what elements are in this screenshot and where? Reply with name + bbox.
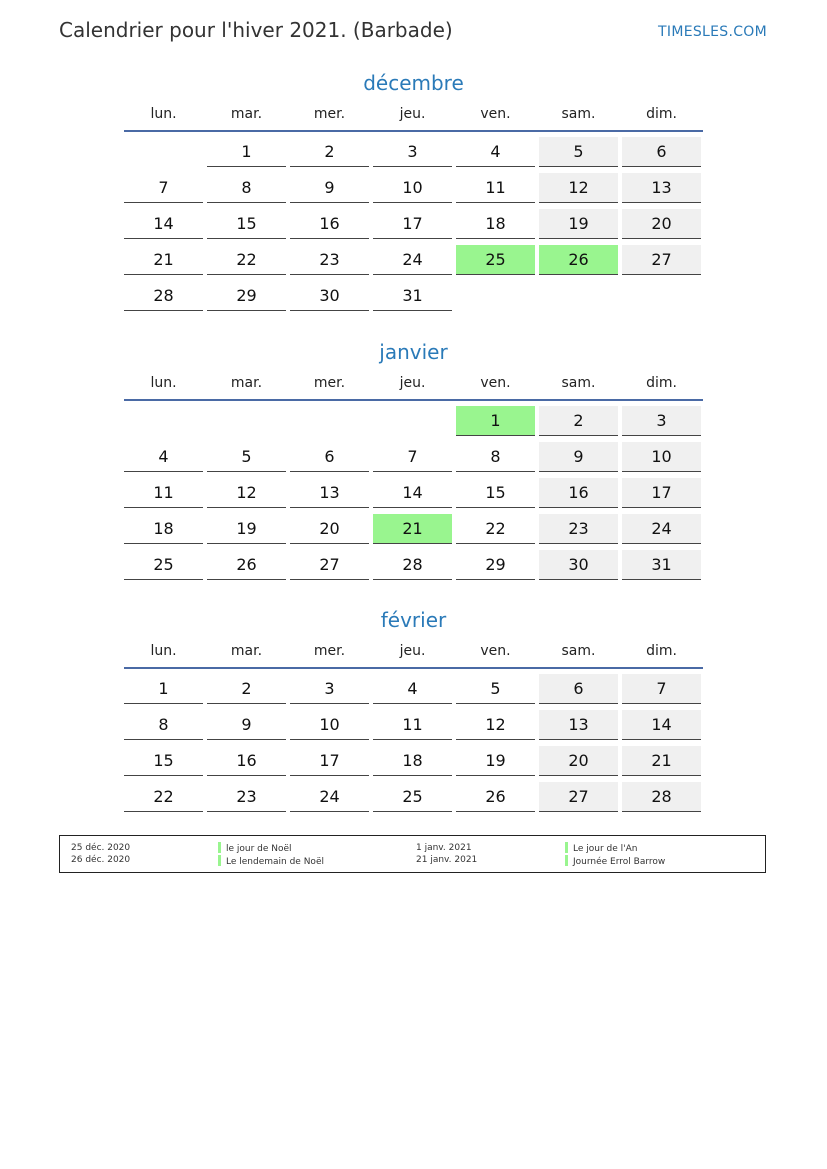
legend-holiday — [565, 855, 665, 868]
legend-holiday — [218, 855, 324, 868]
legend-names-col-1 — [218, 842, 324, 868]
week-row — [124, 137, 703, 168]
empty-cell — [373, 406, 452, 436]
day-cell: 2 — [290, 137, 369, 167]
legend-dates-col-2 — [416, 842, 477, 866]
weekday-label: mer. — [313, 643, 346, 659]
holiday-color-swatch — [565, 842, 568, 853]
day-cell: 15 — [207, 209, 286, 239]
week-row — [124, 782, 703, 813]
week-row — [124, 209, 703, 240]
header-rule — [124, 667, 703, 669]
day-cell: 3 — [290, 674, 369, 704]
day-cell: 2 — [539, 406, 618, 436]
legend-date: 1 janv. 2021 — [416, 843, 472, 853]
empty-cell — [290, 406, 369, 436]
day-cell: 13 — [539, 710, 618, 740]
day-cell: 25 — [124, 550, 203, 580]
weekday-label: jeu. — [399, 375, 426, 391]
day-cell: 14 — [622, 710, 701, 740]
day-cell: 30 — [290, 281, 369, 311]
header-rule — [124, 130, 703, 132]
day-cell: 13 — [622, 173, 701, 203]
day-cell: 2 — [207, 674, 286, 704]
weekday-label: dim. — [646, 643, 677, 659]
weekday-header — [124, 641, 703, 667]
day-cell: 22 — [456, 514, 535, 544]
day-cell: 1 — [207, 137, 286, 167]
weekday-label: lun. — [150, 643, 177, 659]
day-cell: 9 — [207, 710, 286, 740]
day-cell: 16 — [290, 209, 369, 239]
day-cell: 19 — [539, 209, 618, 239]
day-cell: 1 — [456, 406, 535, 436]
day-cell: 1 — [124, 674, 203, 704]
day-cell: 27 — [539, 782, 618, 812]
weekday-label: ven. — [480, 375, 511, 391]
day-cell: 10 — [290, 710, 369, 740]
weekday-label: dim. — [646, 106, 677, 122]
empty-cell — [539, 281, 618, 311]
day-cell: 19 — [207, 514, 286, 544]
day-cell: 9 — [290, 173, 369, 203]
day-cell: 20 — [539, 746, 618, 776]
weekday-label: mer. — [313, 106, 346, 122]
legend-holiday-name: Journée Errol Barrow — [573, 857, 666, 867]
weekday-label: sam. — [561, 375, 596, 391]
weekday-label: mar. — [230, 375, 263, 391]
day-cell: 24 — [622, 514, 701, 544]
weekday-label: jeu. — [399, 643, 426, 659]
day-cell: 25 — [373, 782, 452, 812]
legend-date: 26 déc. 2020 — [71, 855, 131, 865]
day-cell: 4 — [124, 442, 203, 472]
weekday-header — [124, 373, 703, 399]
holiday-color-swatch — [218, 842, 221, 853]
day-cell: 22 — [124, 782, 203, 812]
day-cell: 23 — [290, 245, 369, 275]
week-row — [124, 550, 703, 581]
day-cell: 20 — [290, 514, 369, 544]
day-cell: 26 — [456, 782, 535, 812]
day-cell: 29 — [456, 550, 535, 580]
day-cell: 6 — [539, 674, 618, 704]
weekday-label: mer. — [313, 375, 346, 391]
day-cell: 27 — [622, 245, 701, 275]
empty-cell — [622, 281, 701, 311]
day-cell: 23 — [207, 782, 286, 812]
day-cell: 21 — [622, 746, 701, 776]
day-cell: 22 — [207, 245, 286, 275]
holiday-legend — [59, 835, 766, 873]
day-cell: 19 — [456, 746, 535, 776]
week-row — [124, 710, 703, 741]
month-block — [124, 68, 703, 317]
day-cell: 26 — [207, 550, 286, 580]
holiday-color-swatch — [218, 855, 221, 866]
header-rule — [124, 399, 703, 401]
day-cell: 8 — [207, 173, 286, 203]
legend-holiday-name: Le lendemain de Noël — [226, 857, 324, 867]
day-cell: 11 — [456, 173, 535, 203]
day-cell: 17 — [622, 478, 701, 508]
day-cell: 8 — [456, 442, 535, 472]
month-block — [124, 605, 703, 818]
week-row — [124, 406, 703, 437]
day-cell: 21 — [124, 245, 203, 275]
day-cell: 12 — [207, 478, 286, 508]
legend-holiday-name: Le jour de l'An — [573, 844, 638, 854]
day-cell: 16 — [539, 478, 618, 508]
day-cell: 7 — [622, 674, 701, 704]
month-block — [124, 337, 703, 586]
day-cell: 7 — [373, 442, 452, 472]
month-title: février — [380, 608, 447, 632]
week-row — [124, 245, 703, 276]
day-cell: 18 — [373, 746, 452, 776]
day-cell: 26 — [539, 245, 618, 275]
day-cell: 30 — [539, 550, 618, 580]
week-row — [124, 281, 703, 312]
day-cell: 3 — [622, 406, 701, 436]
legend-holiday — [218, 842, 324, 855]
day-cell: 7 — [124, 173, 203, 203]
day-cell: 5 — [539, 137, 618, 167]
day-cell: 11 — [124, 478, 203, 508]
day-cell: 31 — [622, 550, 701, 580]
weekday-label: ven. — [480, 643, 511, 659]
day-cell: 6 — [290, 442, 369, 472]
week-row — [124, 442, 703, 473]
day-cell: 9 — [539, 442, 618, 472]
day-cell: 14 — [124, 209, 203, 239]
day-cell: 12 — [539, 173, 618, 203]
legend-date: 25 déc. 2020 — [71, 843, 131, 853]
day-cell: 28 — [373, 550, 452, 580]
day-cell: 4 — [373, 674, 452, 704]
day-cell: 12 — [456, 710, 535, 740]
weekday-label: mar. — [230, 106, 263, 122]
day-cell: 14 — [373, 478, 452, 508]
day-cell: 31 — [373, 281, 452, 311]
week-row — [124, 173, 703, 204]
empty-cell — [456, 281, 535, 311]
day-cell: 6 — [622, 137, 701, 167]
day-cell: 28 — [622, 782, 701, 812]
weekday-label: dim. — [646, 375, 677, 391]
week-row — [124, 674, 703, 705]
legend-names-col-2 — [565, 842, 665, 868]
day-cell: 13 — [290, 478, 369, 508]
day-cell: 17 — [290, 746, 369, 776]
weekday-header — [124, 104, 703, 130]
day-cell: 10 — [373, 173, 452, 203]
day-cell: 10 — [622, 442, 701, 472]
page-title: Calendrier pour l'hiver 2021. (Barbade) — [59, 18, 453, 42]
day-cell: 24 — [290, 782, 369, 812]
weekday-label: lun. — [150, 375, 177, 391]
day-cell: 5 — [456, 674, 535, 704]
holiday-color-swatch — [565, 855, 568, 866]
day-cell: 8 — [124, 710, 203, 740]
day-cell: 11 — [373, 710, 452, 740]
day-cell: 28 — [124, 281, 203, 311]
week-row — [124, 514, 703, 545]
day-cell: 15 — [456, 478, 535, 508]
weekday-label: ven. — [480, 106, 511, 122]
weekday-label: jeu. — [399, 106, 426, 122]
site-link[interactable]: TIMESLES.COM — [658, 24, 767, 40]
day-cell: 18 — [456, 209, 535, 239]
day-cell: 25 — [456, 245, 535, 275]
day-cell: 5 — [207, 442, 286, 472]
day-cell: 18 — [124, 514, 203, 544]
week-row — [124, 746, 703, 777]
legend-dates-col-1 — [71, 842, 130, 866]
day-cell: 29 — [207, 281, 286, 311]
empty-cell — [207, 406, 286, 436]
weekday-label: lun. — [150, 106, 177, 122]
legend-holiday-name: le jour de Noël — [226, 844, 292, 854]
weekday-label: mar. — [230, 643, 263, 659]
weekday-label: sam. — [561, 643, 596, 659]
day-cell: 24 — [373, 245, 452, 275]
day-cell: 16 — [207, 746, 286, 776]
day-cell: 3 — [373, 137, 452, 167]
day-cell: 15 — [124, 746, 203, 776]
day-cell: 17 — [373, 209, 452, 239]
week-row — [124, 478, 703, 509]
day-cell: 23 — [539, 514, 618, 544]
weekday-label: sam. — [561, 106, 596, 122]
day-cell: 21 — [373, 514, 452, 544]
empty-cell — [124, 137, 203, 167]
legend-holiday — [565, 842, 665, 855]
day-cell: 4 — [456, 137, 535, 167]
empty-cell — [124, 406, 203, 436]
legend-date: 21 janv. 2021 — [416, 855, 478, 865]
day-cell: 20 — [622, 209, 701, 239]
day-cell: 27 — [290, 550, 369, 580]
month-title: décembre — [363, 71, 464, 95]
month-title: janvier — [379, 340, 448, 364]
